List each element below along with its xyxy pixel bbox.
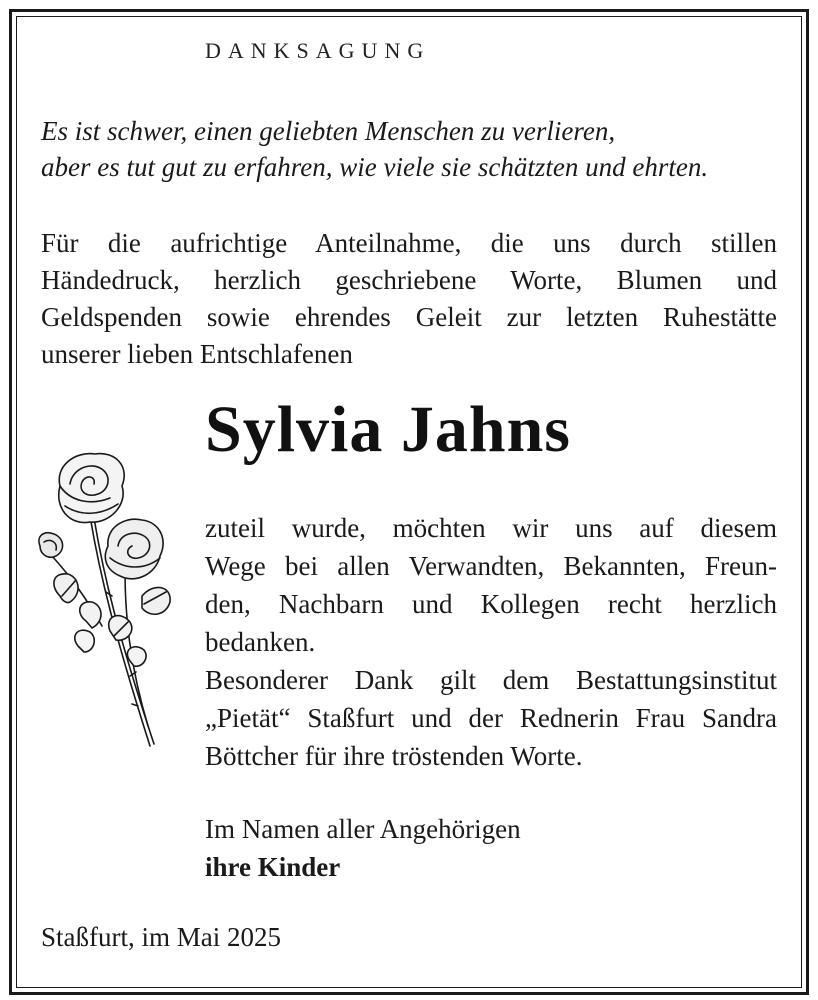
thanks-line: Böttcher für ihre tröstenden Worte.	[205, 741, 583, 771]
quote-line: aber es tut gut zu erfahren, wie viele sie schätzten und ehrten.	[41, 152, 709, 182]
intro-line: Händedruck, herzlich geschriebene Worte, Blumen und	[41, 265, 777, 295]
thanks-line: zuteil wurde, möchten wir uns auf diesem	[205, 513, 777, 543]
rose-icon	[30, 446, 180, 758]
intro-line: unserer lieben Entschlafenen	[41, 339, 353, 369]
thanks-line: den, Nachbarn und Kollegen recht herzlich	[205, 589, 777, 619]
signature-block	[205, 810, 521, 886]
intro-line: Für die aufrichtige Anteilnahme, die uns durch stillen	[41, 228, 777, 258]
opening-quote	[41, 113, 708, 185]
intro-paragraph	[41, 225, 777, 373]
signature-line: Im Namen aller Angehörigen	[205, 814, 521, 844]
thanks-paragraph	[205, 509, 777, 775]
notice-heading: DANKSAGUNG	[205, 38, 431, 63]
thanks-line: „Pietät“ Staßfurt und der Rednerin Frau Sandra	[205, 703, 777, 733]
thanks-line: Wege bei allen Verwandten, Bekannten, Freun-	[205, 551, 777, 581]
intro-line: Geldspenden sowie ehrendes Geleit zur letzten Ruhestätte	[41, 302, 777, 332]
deceased-name: Sylvia Jahns	[205, 393, 571, 466]
place-date: Staßfurt, im Mai 2025	[41, 922, 281, 952]
thanks-line: bedanken.	[205, 627, 316, 657]
signature-signers: ihre Kinder	[205, 852, 341, 882]
thanks-line: Besonderer Dank gilt dem Bestattungsinstitut	[205, 665, 777, 695]
quote-line: Es ist schwer, einen geliebten Menschen zu verlieren,	[41, 116, 616, 146]
